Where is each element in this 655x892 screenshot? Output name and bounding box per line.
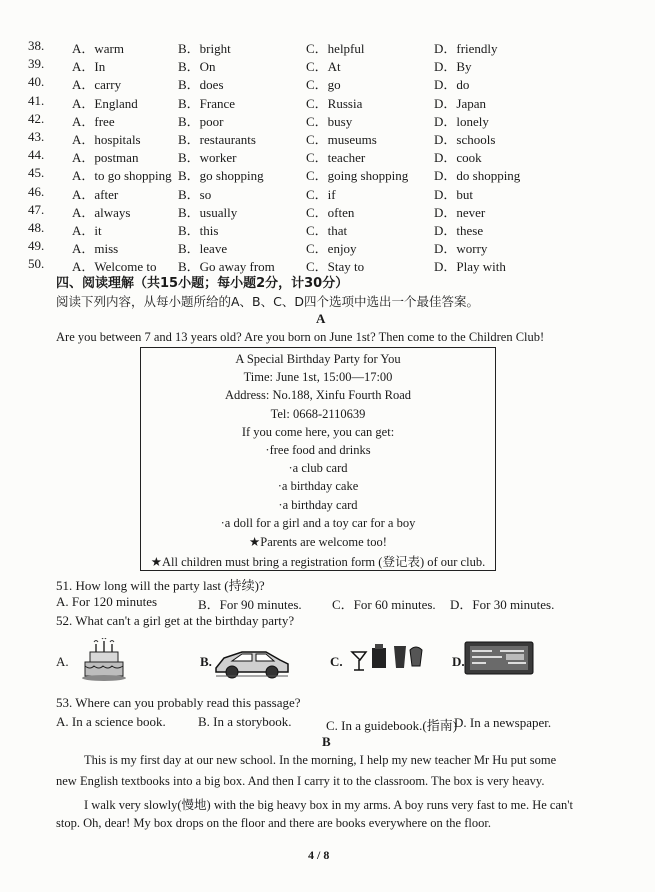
option-d: D．these [434, 223, 484, 238]
poster-line: ·a club card [288, 461, 348, 476]
section-instruction: 阅读下列内容，从每小题所给的A、B、C、D四个选项中选出一个最佳答案。 [56, 294, 479, 309]
cloze-question-row [0, 129, 655, 147]
option-b: B．France [178, 95, 236, 111]
cloze-question-row [0, 93, 655, 111]
option-c: C．Russia [306, 95, 363, 111]
question-number: 43. [28, 129, 45, 144]
option-a: A．after [72, 186, 119, 202]
option-d: D．friendly [434, 41, 498, 56]
option-b: B．Go away from [178, 259, 275, 275]
option-b: B．poor [178, 113, 224, 129]
option-c: C．busy [306, 113, 353, 129]
cloze-question-row [0, 38, 655, 56]
poster-line: ·free food and drinks [265, 443, 371, 457]
option-d: D．worry [434, 241, 488, 257]
option-b: B．leave [178, 241, 228, 257]
question-number: 50. [28, 256, 45, 272]
q53-option-c: C. In a guidebook.(指南) [326, 718, 458, 733]
option-b: B．this [178, 223, 219, 238]
question-number: 39. [28, 56, 45, 72]
question-number: 42. [28, 110, 45, 126]
option-a: A．carry [72, 77, 122, 93]
passage-a-label: A [316, 311, 326, 326]
question-number: 41. [28, 92, 45, 108]
cloze-question-row [0, 111, 655, 129]
q51-stem: 51. How long will the party last (持续)? [56, 578, 265, 593]
option-d: D．do [434, 77, 470, 93]
option-c: C．if [306, 186, 336, 202]
option-a: A．always [72, 204, 131, 220]
question-number: 44. [28, 147, 45, 163]
question-number: 45. [28, 165, 45, 181]
poster-line: ★All children must bring a registration form (登记表) of our club. [150, 555, 486, 570]
option-b: B．go shopping [178, 168, 264, 184]
option-a: A．Welcome to [72, 259, 157, 275]
q52-option-b-label: B. [200, 654, 212, 669]
cloze-question-row [0, 56, 655, 74]
option-d: D．By [434, 59, 472, 75]
option-b: B．On [178, 59, 216, 75]
q52-stem: 52. What can't a girl get at the birthday party? [56, 613, 295, 628]
option-c: C．helpful [306, 41, 365, 56]
club-card-icon [464, 641, 534, 679]
option-b: B．restaurants [178, 132, 256, 147]
poster-line: ★Parents are welcome too! [249, 535, 387, 549]
passage-b-label: B [322, 734, 331, 749]
poster-line: ·a birthday cake [277, 479, 359, 494]
option-d: D．schools [434, 132, 496, 147]
option-c: C．At [306, 59, 341, 75]
q53-option-d: D. In a newspaper. [454, 715, 552, 730]
option-c: C．go [306, 77, 341, 93]
option-b: B．so [178, 186, 212, 202]
option-a: A．England [72, 95, 138, 111]
option-a: A．postman [72, 150, 139, 166]
option-c: C．teacher [306, 150, 366, 166]
option-c: C．museums [306, 132, 377, 147]
q53-stem: 53. Where can you probably read this passage? [56, 695, 301, 710]
food-and-drinks-icon [348, 640, 428, 680]
option-d: D．do shopping [434, 168, 521, 184]
option-d: D．Japan [434, 95, 486, 111]
option-c: C．often [306, 204, 355, 220]
option-a: A．free [72, 113, 115, 129]
q52-option-d-label: D. [452, 654, 465, 669]
question-number: 47. [28, 201, 45, 217]
q51-option-b: B．For 90 minutes. [198, 597, 302, 612]
option-c: C．that [306, 223, 348, 238]
poster-line: Tel: 0668-2110639 [270, 406, 366, 421]
option-d: D．Play with [434, 259, 506, 275]
poster-line: Address: No.188, Xinfu Fourth Road [224, 388, 412, 403]
q52-option-c-label: C. [330, 654, 343, 669]
option-d: D．never [434, 204, 486, 220]
poster-line: ·a birthday card [278, 497, 358, 512]
option-a: A．it [72, 223, 102, 238]
q51-option-a: A. For 120 minutes [56, 594, 158, 609]
passage-b-paragraph-1-line-1: This is my first day at our new school. In the morning, I help my new teacher Mr Hu put some [84, 753, 557, 767]
poster-line: ·a doll for a girl and a toy car for a boy [220, 515, 416, 530]
question-number: 38. [28, 38, 45, 53]
option-c: C．Stay to [306, 259, 365, 275]
option-a: A．miss [72, 241, 119, 257]
poster-line: Time: June 1st, 15:00—17:00 [243, 370, 393, 385]
option-c: C．enjoy [306, 241, 357, 257]
cloze-question-row [0, 202, 655, 220]
option-b: B．bright [178, 41, 231, 56]
option-d: D．lonely [434, 113, 489, 129]
option-a: A．to go shopping [72, 168, 172, 184]
option-c: C．going shopping [306, 168, 409, 184]
cloze-question-row [0, 220, 655, 238]
passage-b-paragraph-2-line-2: stop. Oh, dear! My box drops on the floor and there are books everywhere on the floor. [56, 816, 491, 830]
section-heading: 四、阅读理解（共15小题；每小题2分，计30分） [56, 276, 349, 291]
option-a: A．warm [72, 41, 124, 56]
poster-line: A Special Birthday Party for You [235, 352, 401, 366]
question-number: 48. [28, 220, 45, 235]
passage-b-paragraph-2-line-1: I walk very slowly(慢地) with the big heavy box in my arms. A boy runs very fast to me. He can't [84, 798, 573, 812]
cloze-question-row [0, 74, 655, 92]
q52-option-a-label: A. [56, 654, 69, 669]
question-number: 46. [28, 183, 45, 199]
cloze-question-row [0, 238, 655, 256]
option-a: A．In [72, 59, 106, 75]
option-b: B．does [178, 77, 224, 93]
option-b: B．worker [178, 150, 237, 166]
option-d: D．but [434, 186, 474, 202]
option-a: A．hospitals [72, 132, 141, 147]
q51-option-c: C．For 60 minutes. [332, 597, 436, 612]
option-b: B．usually [178, 204, 238, 220]
toy-car-icon [212, 642, 292, 686]
poster-line: If you come here, you can get: [241, 424, 395, 439]
page-number: 4 / 8 [308, 848, 330, 862]
cloze-question-row [0, 147, 655, 165]
q53-option-b: B. In a storybook. [198, 714, 292, 729]
q53-option-a: A. In a science book. [56, 714, 166, 729]
party-poster [140, 347, 496, 571]
passage-b-paragraph-1-line-2: new English textbooks into a big box. And then I carry it to the classroom. The box is very heavy. [56, 774, 545, 788]
cloze-question-row [0, 184, 655, 202]
cloze-question-row [0, 165, 655, 183]
birthday-cake-icon [80, 638, 128, 686]
question-number: 49. [28, 238, 45, 254]
passage-a-intro: Are you between 7 and 13 years old? Are you born on June 1st? Then come to the Children Club! [56, 330, 545, 344]
q51-option-d: D．For 30 minutes. [450, 597, 555, 612]
question-number: 40. [28, 74, 45, 90]
option-d: D．cook [434, 150, 482, 166]
